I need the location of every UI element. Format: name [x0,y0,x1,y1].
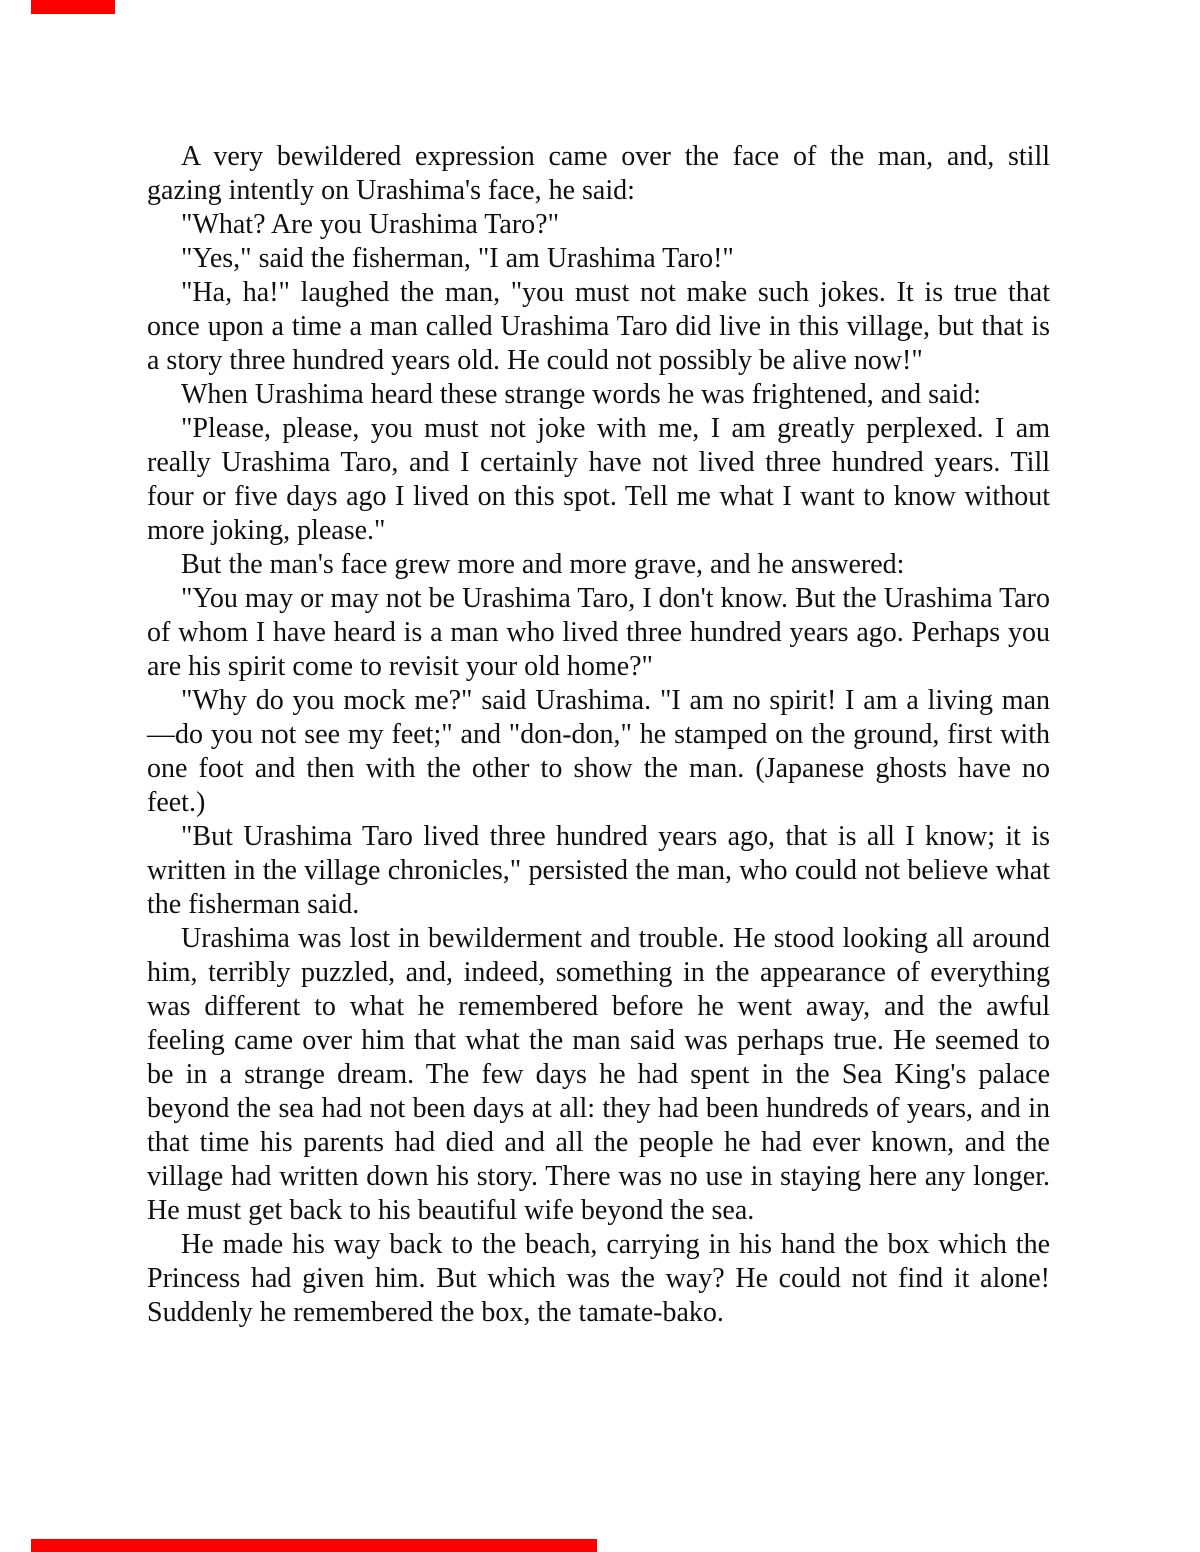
paragraph: "What? Are you Urashima Taro?" [181,209,560,240]
paragraph: "Please, please, you must not joke with me, I am greatly perplexed. I am really Urashima Taro, and I certainly have not lived three hundred years. Till four or five days ago I lived on this spot. Tell me what I want to know without more joking, please." [147,413,1050,546]
paragraph: "Ha, ha!" laughed the man, "you must not make such jokes. It is true that once upon a time a man called Urashima Taro did live in this village, but that is a story three hundred years old. He could not possibly be alive now!" [147,277,1050,376]
paragraph: "You may or may not be Urashima Taro, I don't know. But the Urashima Taro of whom I have heard is a man who lived three hundred years ago. Perhaps you are his spirit come to revisit your old home?" [147,583,1050,682]
paragraph: A very bewildered expression came over the face of the man, and, still gazing intently on Urashima's face, he said: [147,141,1050,206]
paragraph: But the man's face grew more and more grave, and he answered: [181,549,905,580]
paragraph: "But Urashima Taro lived three hundred years ago, that is all I know; it is written in the village chronicles," persisted the man, who could not believe what the fisherman said. [147,821,1050,920]
paragraph: "Why do you mock me?" said Urashima. "I am no spirit! I am a living man—do you not see my feet;" and "don-don," he stamped on the ground, first with one foot and then with the other to show the man. (Japanese ghosts have no feet.) [147,685,1050,818]
red-marker-bottom [31,1539,597,1552]
paragraph: "Yes," said the fisherman, "I am Urashima Taro!" [181,243,734,274]
page-text-block [147,140,1050,1330]
red-marker-top [31,0,115,14]
paragraph: He made his way back to the beach, carrying in his hand the box which the Princess had given him. But which was the way? He could not find it alone! Suddenly he remembered the box, the tamate-bako. [147,1229,1050,1328]
paragraph: When Urashima heard these strange words he was frightened, and said: [181,379,982,410]
paragraph: Urashima was lost in bewilderment and trouble. He stood looking all around him, terribly puzzled, and, indeed, something in the appearance of everything was different to what he remembered before he went away, and the awful feeling came over him that what the man said was perhaps true. He seemed to be in a strange dream. The few days he had spent in the Sea King's palace beyond the sea had not been days at all: they had been hundreds of years, and in that time his parents had died and all the people he had ever known, and the village had written down his story. There was no use in staying here any longer. He must get back to his beautiful wife beyond the sea. [147,923,1050,1226]
